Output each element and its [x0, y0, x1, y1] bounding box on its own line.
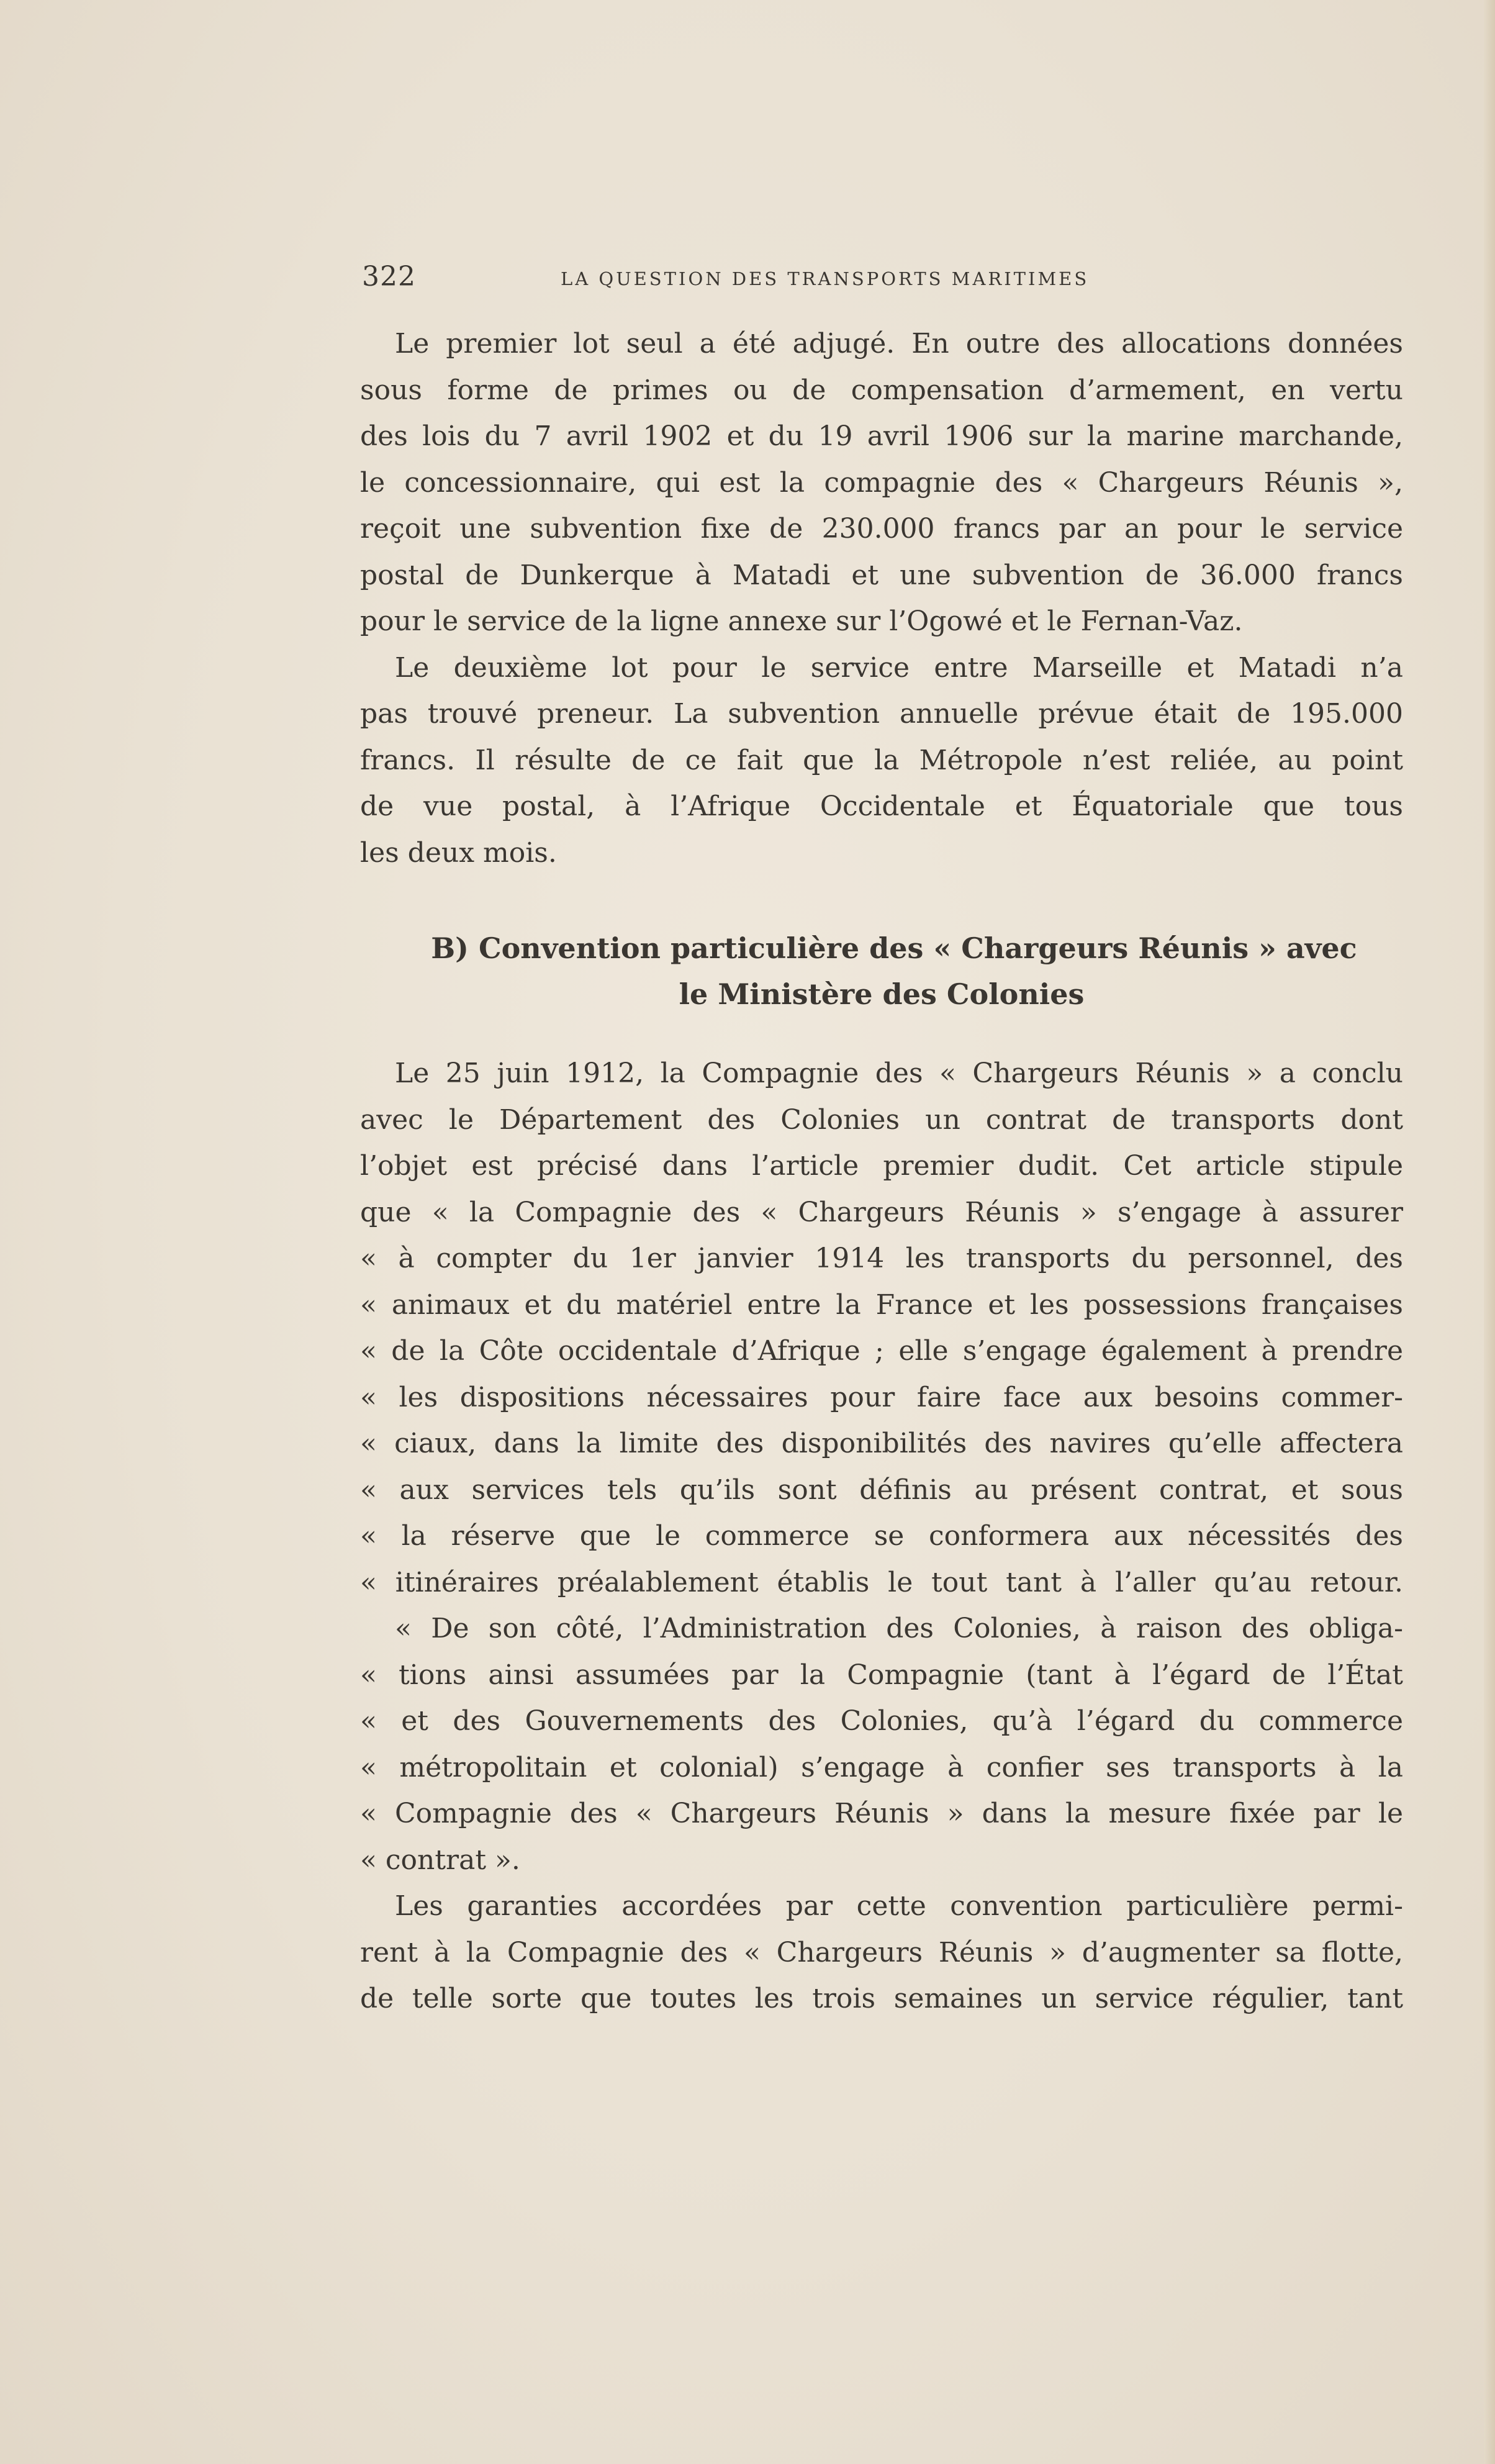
paragraph-line: « métropolitain et colonial) s’engage à confier ses transports à la — [360, 1751, 1403, 1783]
paragraph-line: « De son côté, l’Administration des Colonies, à raison des obliga- — [395, 1613, 1403, 1644]
paragraph-line: « ciaux, dans la limite des disponibilités des navires qu’elle affectera — [360, 1428, 1403, 1459]
paragraph-line: sous forme de primes ou de compensation d’armement, en vertu — [360, 374, 1403, 406]
paragraph-line: « de la Côte occidentale d’Afrique ; elle s’engage également à prendre — [360, 1335, 1403, 1367]
paragraph-line: « à compter du 1er janvier 1914 les transports du personnel, des — [360, 1243, 1403, 1274]
paragraph-line: « la réserve que le commerce se conformera aux nécessités des — [360, 1520, 1403, 1552]
paragraph-line: « tions ainsi assumées par la Compagnie (tant à l’égard de l’État — [360, 1659, 1403, 1691]
paragraph-line: « aux services tels qu’ils sont définis au présent contrat, et sous — [360, 1474, 1403, 1506]
heading-line-1: B) Convention particulière des « Chargeurs Réunis » avec — [431, 931, 1357, 965]
paragraph-line: « itinéraires préalablement établis le tout tant à l’aller qu’au retour. — [360, 1566, 1403, 1598]
paragraph-line: pour le service de la ligne annexe sur l’Ogowé et le Fernan-Vaz. — [360, 605, 1243, 637]
paragraph-line: reçoit une subvention fixe de 230.000 francs par an pour le service — [360, 513, 1403, 545]
paragraph-line: avec le Département des Colonies un contrat de transports dont — [360, 1103, 1403, 1136]
section-a-text — [360, 321, 1403, 876]
paragraph-line: rent à la Compagnie des « Chargeurs Réunis » d’augmenter sa flotte, — [360, 1936, 1403, 1968]
running-head: LA QUESTION DES TRANSPORTS MARITIMES — [561, 268, 1090, 289]
section-b-text — [360, 1051, 1403, 2022]
page-number: 322 — [362, 261, 416, 292]
paragraph-line: « Compagnie des « Chargeurs Réunis » dans la mesure fixée par le — [360, 1798, 1403, 1829]
paragraph-line: « contrat ». — [360, 1844, 520, 1876]
paragraph-line: que « la Compagnie des « Chargeurs Réunis » s’engage à assurer — [360, 1196, 1403, 1228]
paragraph-line: des lois du 7 avril 1902 et du 19 avril 1906 sur la marine marchande, — [360, 420, 1403, 452]
paragraph-line: « animaux et du matériel entre la France et les possessions françaises — [360, 1289, 1403, 1321]
paragraph-line: Le deuxième lot pour le service entre Marseille et Matadi n’a — [395, 651, 1403, 684]
paragraph-line: pas trouvé preneur. La subvention annuelle prévue était de 195.000 — [360, 698, 1403, 730]
paragraph-line: postal de Dunkerque à Matadi et une subvention de 36.000 francs — [360, 559, 1403, 591]
paragraph-line: « les dispositions nécessaires pour faire face aux besoins commer- — [360, 1381, 1403, 1413]
paragraph-line: de telle sorte que toutes les trois semaines un service régulier, tant — [360, 1983, 1403, 2014]
paragraph-line: de vue postal, à l’Afrique Occidentale et Équatoriale que tous — [360, 790, 1403, 822]
paragraph-line: le concessionnaire, qui est la compagnie des « Chargeurs Réunis », — [360, 466, 1403, 499]
page-edge — [1484, 0, 1495, 2464]
section-b-heading — [360, 925, 1403, 1017]
heading-line-2: le Ministère des Colonies — [679, 977, 1085, 1011]
paragraph-line: l’objet est précisé dans l’article premier dudit. Cet article stipule — [360, 1150, 1403, 1182]
page-header — [362, 261, 1209, 298]
paragraph-line: Le 25 juin 1912, la Compagnie des « Chargeurs Réunis » a conclu — [395, 1058, 1403, 1089]
paragraph-line: Le premier lot seul a été adjugé. En outre des allocations données — [395, 328, 1403, 360]
paragraph-line: « et des Gouvernements des Colonies, qu’à l’égard du commerce — [360, 1705, 1403, 1737]
paragraph-line: Les garanties accordées par cette convention particulière permi- — [395, 1890, 1403, 1922]
paragraph-line: francs. Il résulte de ce fait que la Métropole n’est reliée, au point — [360, 744, 1403, 776]
paragraph-line: les deux mois. — [360, 836, 557, 869]
